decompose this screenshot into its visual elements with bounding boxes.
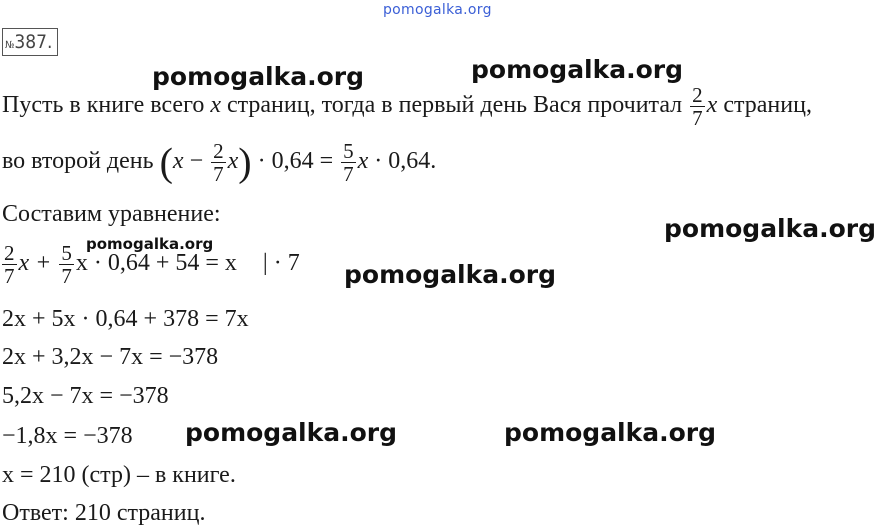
var-x: x bbox=[227, 148, 239, 175]
var-x: x bbox=[210, 92, 221, 119]
solution-line-6: 2x + 3,2x − 7x = −378 bbox=[2, 344, 219, 370]
text: Пусть в книге всего bbox=[2, 92, 211, 119]
answer-line: Ответ: 210 страниц. bbox=[2, 500, 206, 526]
solution-line-2 bbox=[2, 140, 436, 185]
watermark: pomogalka.org bbox=[344, 260, 557, 289]
solution-line-8: −1,8x = −378 bbox=[2, 423, 133, 449]
text: страниц, тогда в первый день Вася прочитал bbox=[220, 92, 689, 119]
number-sign: № bbox=[5, 40, 15, 51]
watermark: pomogalka.org bbox=[86, 235, 214, 253]
fraction-5-7 bbox=[341, 140, 356, 185]
numerator: 2 bbox=[692, 83, 703, 107]
fraction-2-7 bbox=[2, 242, 17, 287]
problem-number-badge bbox=[2, 28, 58, 56]
minus-sign: − bbox=[183, 148, 210, 175]
watermark: pomogalka.org bbox=[504, 418, 717, 447]
fraction-2-7 bbox=[211, 140, 226, 185]
denominator: 7 bbox=[692, 106, 703, 130]
denominator: 7 bbox=[343, 162, 354, 186]
text: x + bbox=[18, 250, 58, 277]
watermark: pomogalka.org bbox=[664, 214, 877, 243]
solution-line-9: x = 210 (стр) – в книге. bbox=[2, 462, 236, 488]
solution-line-7: 5,2x − 7x = −378 bbox=[2, 383, 169, 409]
denominator: 7 bbox=[4, 264, 15, 288]
watermark: pomogalka.org bbox=[152, 62, 365, 91]
fraction-2-7 bbox=[690, 84, 705, 129]
paren-open: ( bbox=[159, 139, 173, 185]
denominator: 7 bbox=[61, 264, 72, 288]
numerator: 2 bbox=[4, 241, 15, 265]
fraction-5-7 bbox=[59, 242, 74, 287]
watermark: pomogalka.org bbox=[185, 418, 398, 447]
numerator: 2 bbox=[213, 139, 224, 163]
solution-line-1 bbox=[2, 84, 812, 129]
denominator: 7 bbox=[213, 162, 224, 186]
text: · 0,64 = bbox=[251, 148, 340, 175]
text: страниц, bbox=[717, 92, 812, 119]
problem-number: 387. bbox=[14, 31, 53, 53]
solution-line-5: 2x + 5x · 0,64 + 378 = 7x bbox=[2, 306, 249, 332]
numerator: 5 bbox=[61, 241, 72, 265]
var-x: x bbox=[706, 92, 718, 119]
text: x · 0,64 + 54 = x bbox=[75, 250, 237, 277]
var-x: x bbox=[357, 148, 369, 175]
text: · 0,64. bbox=[368, 148, 437, 175]
text: во второй день bbox=[2, 148, 160, 175]
watermark: pomogalka.org bbox=[471, 55, 684, 84]
watermark-top: pomogalka.org bbox=[383, 2, 492, 18]
numerator: 5 bbox=[343, 139, 354, 163]
var-x: x bbox=[172, 148, 184, 175]
multiplier-note: | · 7 bbox=[262, 250, 300, 277]
solution-line-3: Составим уравнение: bbox=[2, 201, 221, 227]
paren-close: ) bbox=[238, 139, 252, 185]
